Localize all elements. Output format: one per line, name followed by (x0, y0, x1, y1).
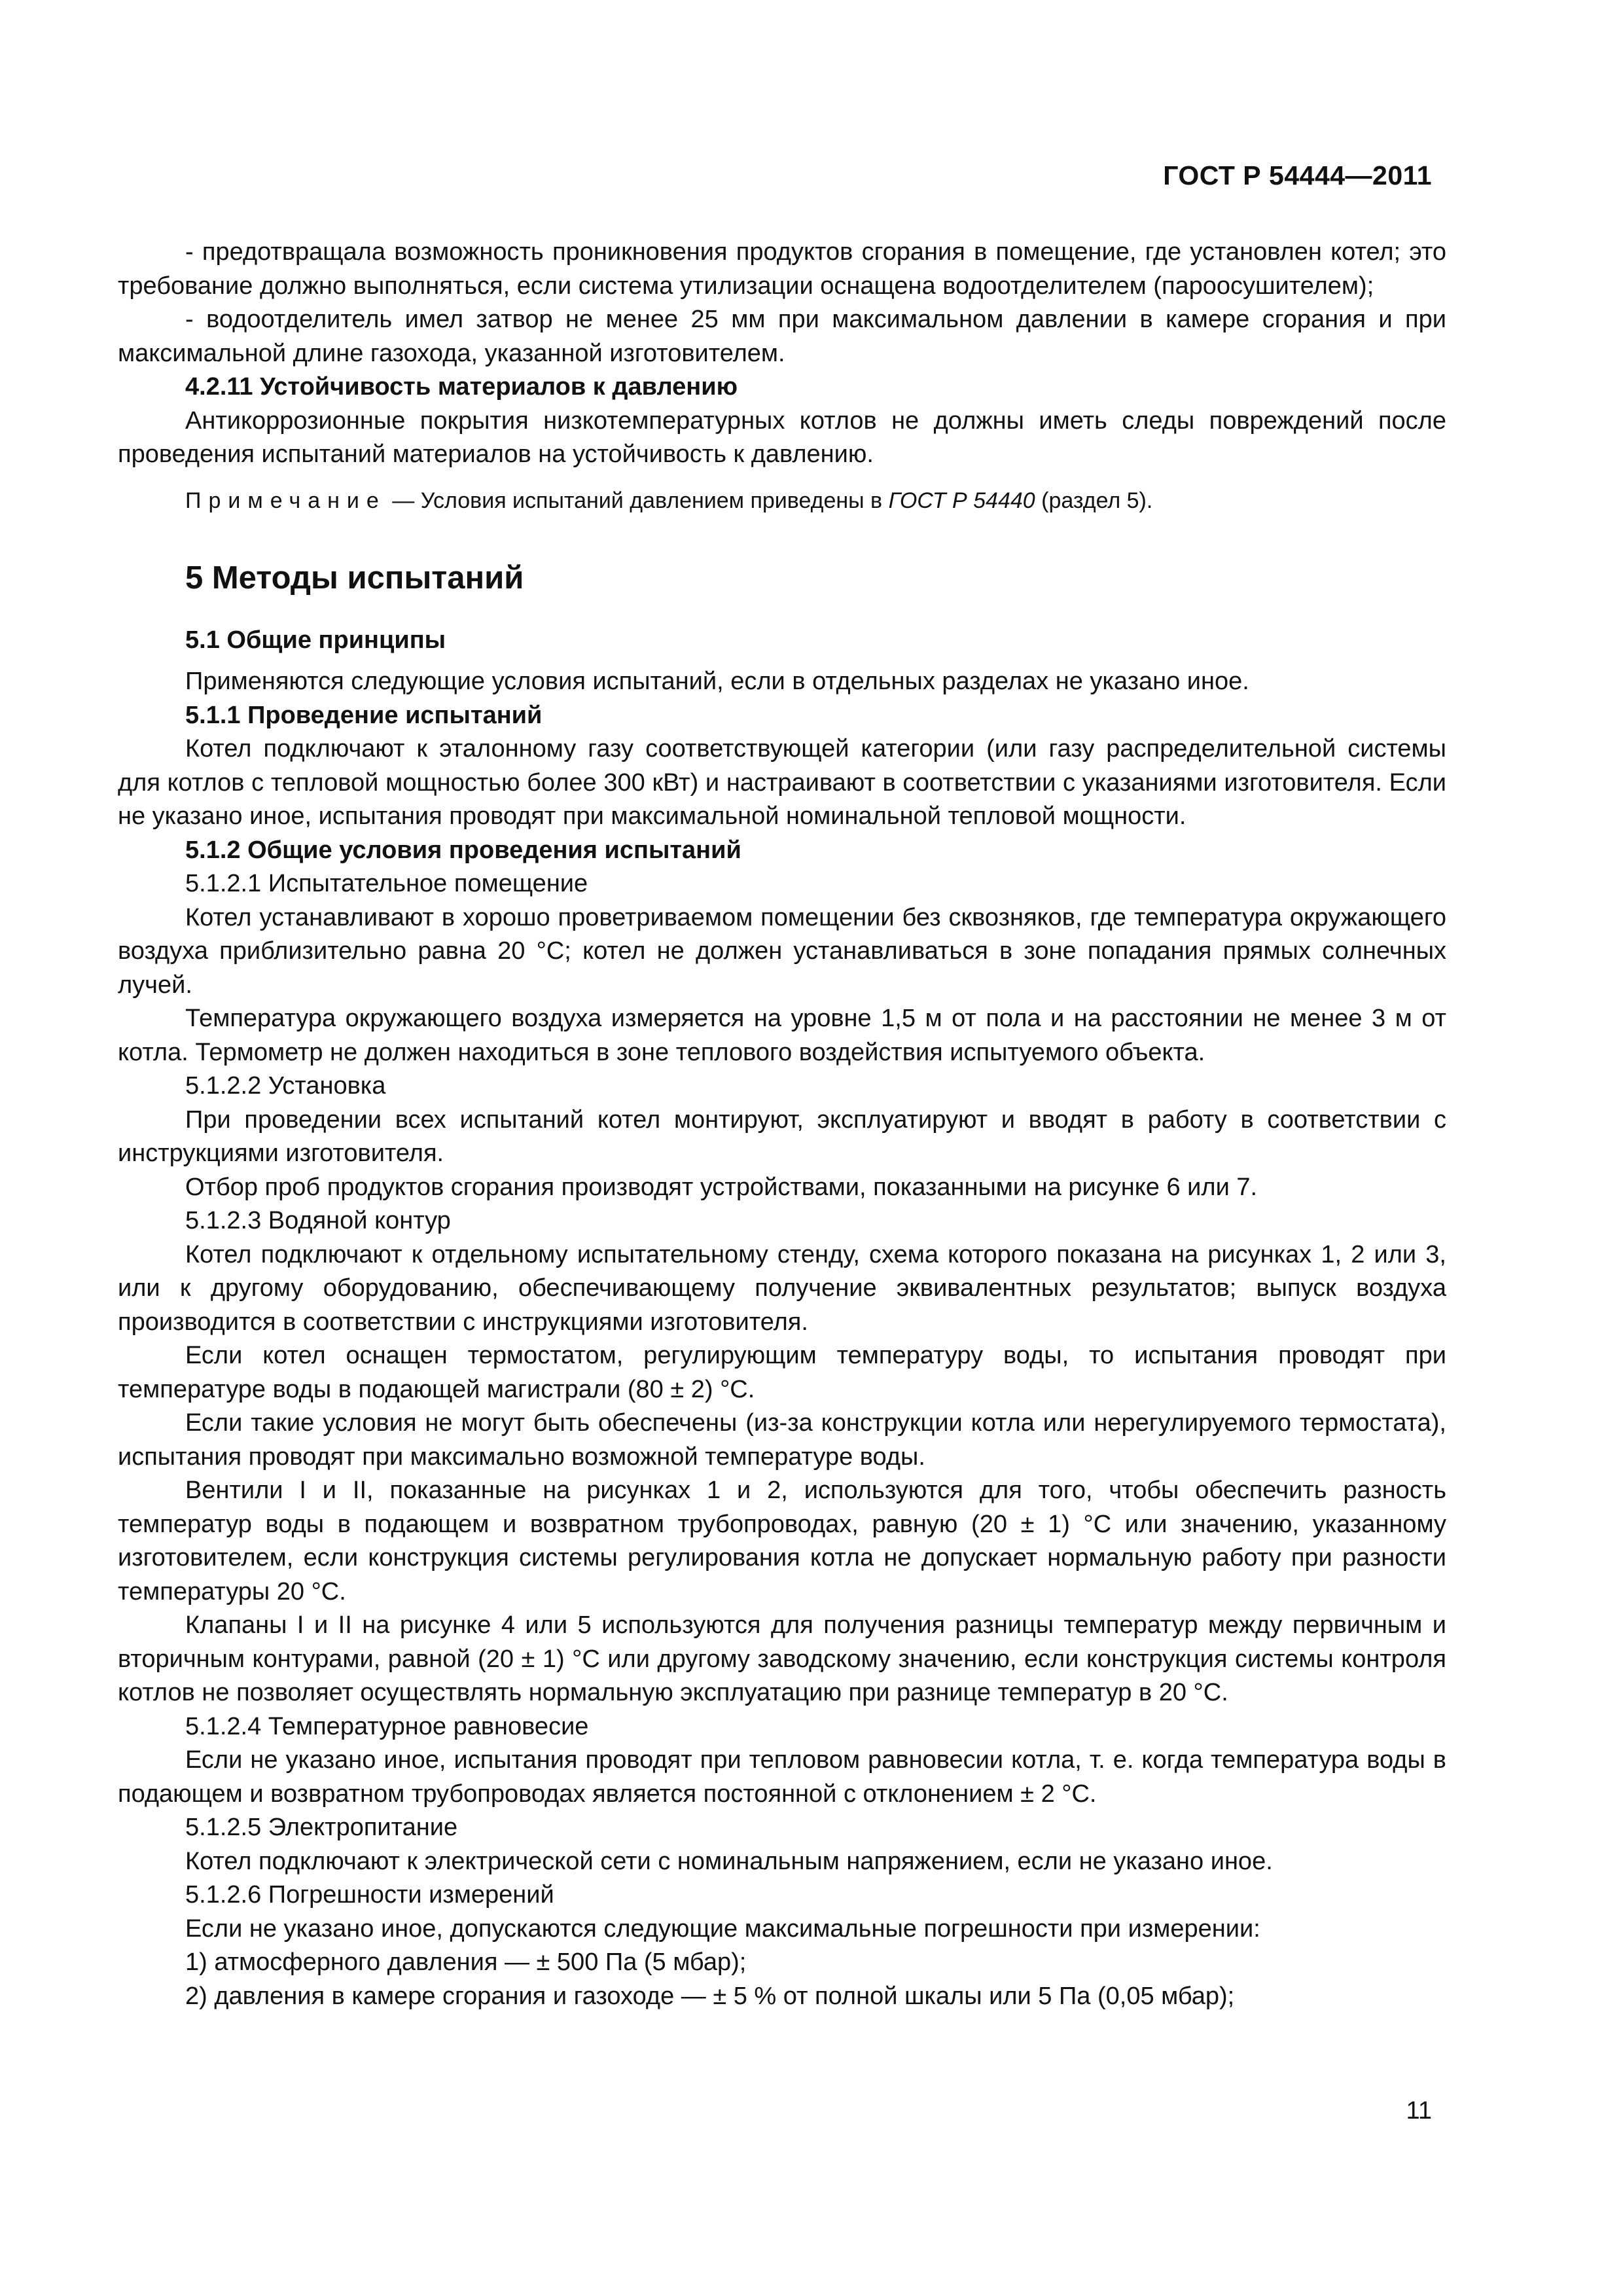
subsection-title: 5.1.2.1 Испытательное помещение (185, 870, 588, 897)
subsection-title: 5.1.2.5 Электропитание (185, 1814, 458, 1841)
section-heading-5: 5 Методы испытаний (185, 560, 524, 596)
subsection-title: 5.1.2.2 Установка (185, 1072, 386, 1100)
list-item: 2) давления в камере сгорания и газоходе — ± 5 % от полной шкалы или 5 Па (0,05 мбар); (185, 1982, 1235, 2010)
note-reference-tail: (раздел 5) (1035, 488, 1147, 513)
paragraph: Котел устанавливают в хорошо проветриваемом помещении без сквозняков, где температура окружающего воздуха приблизительно равна 20 °С; котел не должен устанавливаться в зоне попадания прямых солнечных лучей. (118, 903, 1446, 999)
page-number: 11 (1406, 2097, 1432, 2125)
paragraph: Котел подключают к эталонному газу соответствующей категории (или газу распределительной системы для котлов с тепловой мощностью более 300 кВт) и настраивают в соответствии с указаниями изготовителя. Если не указано иное, испытания проводят при максимальной номинальной тепловой мощности. (118, 735, 1446, 830)
paragraph: Если котел оснащен термостатом, регулирующим температуру воды, то испытания проводят при температуре воды в подающей магистрали (80 ± 2) °С. (118, 1342, 1446, 1403)
paragraph: Котел подключают к отдельному испытательному стенду, схема которого показана на рисунках 1, 2 или 3, или к другому оборудованию, обеспечивающему получение эквивалентных результатов; выпуск воздуха производится в соответствии с инструкциями изготовителя. (118, 1240, 1446, 1336)
section-heading-4-2-11: 4.2.11 Устойчивость материалов к давлению (185, 373, 738, 401)
document-body (118, 236, 1446, 2013)
section-heading-5-1-1: 5.1.1 Проведение испытаний (185, 701, 543, 729)
paragraph: Применяются следующие условия испытаний, если в отдельных разделах не указано иное. (185, 668, 1249, 695)
paragraph: Антикоррозионные покрытия низкотемпературных котлов не должны иметь следы повреждений после проведения испытаний материалов на устойчивость к давлению. (118, 406, 1446, 468)
note-label: Примечание (185, 488, 386, 513)
document-header: ГОСТ Р 54444—2011 (1163, 160, 1432, 190)
section-heading-5-1-2: 5.1.2 Общие условия проведения испытаний (185, 836, 741, 864)
paragraph: Если не указано иное, допускаются следующие максимальные погрешности при измерении: (185, 1914, 1260, 1943)
subsection-title: 5.1.2.3 Водяной контур (185, 1207, 451, 1234)
paragraph: Котел подключают к электрической сети с номинальным напряжением, если не указано иное. (185, 1847, 1273, 1875)
subsection-title: 5.1.2.4 Температурное равновесие (185, 1712, 589, 1740)
note-text: — Условия испытаний давлением приведены в (385, 488, 889, 513)
paragraph: - предотвращала возможность проникновения продуктов сгорания в помещение, где установлен котел; это требование должно выполняться, если система утилизации оснащена водоотделителем (пароосушителем); (118, 238, 1446, 300)
paragraph: Отбор проб продуктов сгорания производят устройствами, показанными на рисунке 6 или 7. (185, 1173, 1258, 1201)
paragraph: - водоотделитель имел затвор не менее 25 мм при максимальном давлении в камере сгорания и при максимальной длине газохода, указанной изготовителем. (118, 306, 1446, 367)
note: Примечание — Условия испытаний давлением приведены в ГОСТ Р 54440 (раздел 5). (185, 488, 1153, 513)
paragraph: Клапаны I и II на рисунке 4 или 5 используются для получения разницы температур между первичным и вторичным контурами, равной (20 ± 1) °С или другому заводскому значению, если конструкция системы контроля котлов не позволяет осуществлять нормальную эксплуатацию при разнице температур в 20 °С. (118, 1611, 1446, 1706)
paragraph: Температура окружающего воздуха измеряется на уровне 1,5 м от пола и на расстоянии не менее 3 м от котла. Термометр не должен находиться в зоне теплового воздействия испытуемого объекта. (118, 1005, 1446, 1066)
list-item: 1) атмосферного давления — ± 500 Па (5 мбар); (185, 1948, 747, 1976)
subsection-title: 5.1.2.6 Погрешности измерений (185, 1881, 554, 1909)
paragraph: Если не указано иное, испытания проводят при тепловом равновесии котла, т. е. когда температура воды в подающем и возвратном трубопроводах является постоянной с отклонением ± 2 °С. (118, 1746, 1446, 1808)
section-heading-5-1: 5.1 Общие принципы (185, 626, 446, 654)
paragraph: Если такие условия не могут быть обеспечены (из-за конструкции котла или нерегулируемого термостата), испытания проводят при максимально возможной температуре воды. (118, 1409, 1446, 1471)
paragraph: Вентили I и II, показанные на рисунках 1 и 2, используются для того, чтобы обеспечить разность температур воды в подающем и возвратном трубопроводах, равную (20 ± 1) °С или значению, указанному изготовителем, если конструкция системы регулирования котла не допускает нормальную работу при разности температуры 20 °С. (118, 1477, 1446, 1605)
paragraph: При проведении всех испытаний котел монтируют, эксплуатируют и вводят в работу в соответствии с инструкциями изготовителя. (118, 1105, 1446, 1167)
note-reference: ГОСТ Р 54440 (888, 488, 1035, 513)
